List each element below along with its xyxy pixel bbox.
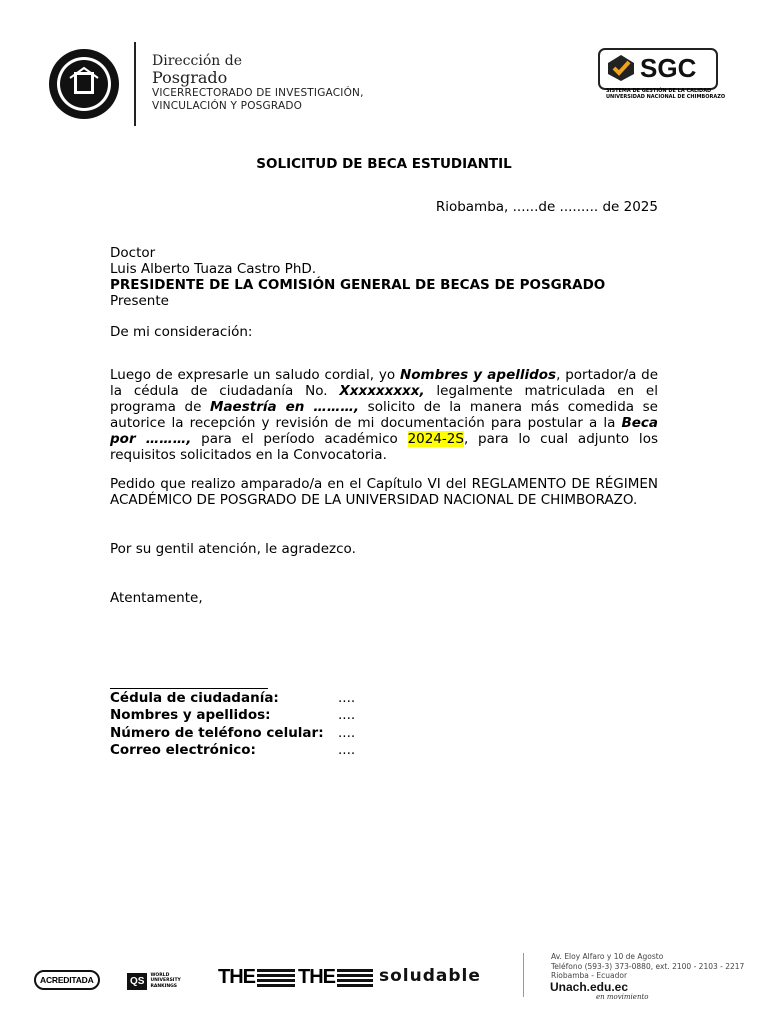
- qs-sub: WORLD UNIVERSITY RANKINGS: [150, 972, 181, 989]
- address-line2: Teléfono (593-3) 373-0880, ext. 2100 - 2103 - 2217: [551, 961, 745, 971]
- recipient-salutation: Doctor: [110, 245, 156, 261]
- regulation-paragraph: Pedido que realizo amparado/a en el Capítulo VI del REGLAMENTO DE RÉGIMEN ACADÉMICO DE POSGRADO DE LA UNIVERSIDAD NACIONAL DE CHIMBORAZO.: [110, 476, 658, 508]
- footer-address: [551, 952, 744, 981]
- date-line: Riobamba, ......de ......... de 2025: [435, 199, 658, 215]
- request-paragraph: [110, 367, 658, 463]
- signature-fields: [110, 690, 355, 759]
- qs-logo: [127, 970, 192, 992]
- address-line3: Riobamba - Ecuador: [551, 971, 628, 980]
- thanks-paragraph: Por su gentil atención, le agradezco.: [110, 541, 356, 557]
- acreditada-text: ACREDITADA: [40, 975, 94, 985]
- field-cedula: [110, 690, 355, 707]
- para1-text5: para el período académico: [191, 431, 408, 447]
- para1-text3: legalmente matriculada en el programa de: [110, 383, 658, 415]
- para1-text4: solicito de la manera más comedida se autorice la recepción y revisión de mi documentación para postular a la: [110, 399, 658, 431]
- soludable-logo: soludable: [379, 966, 481, 986]
- check-icon: [606, 54, 636, 82]
- field-telefono: [110, 725, 355, 742]
- para1-text6: , para lo cual adjunto los requisitos solicitados en la Convocatoria.: [110, 431, 658, 463]
- greeting: De mi consideración:: [110, 324, 253, 340]
- placeholder-id: Xxxxxxxxx,: [339, 383, 425, 399]
- document-title: SOLICITUD DE BECA ESTUDIANTIL: [256, 156, 512, 172]
- field-label: Correo electrónico:: [110, 741, 256, 758]
- recipient-presente: Presente: [110, 293, 169, 309]
- university-seal: [48, 48, 120, 120]
- address-line1: Av. Eloy Alfaro y 10 de Agosto: [551, 952, 664, 961]
- field-label: Número de teléfono celular:: [110, 724, 324, 741]
- para1-text2: , portador/a de la cédula de ciudadanía No.: [110, 367, 659, 399]
- the-text-1: THE: [218, 966, 255, 988]
- header-line3: VICERRECTORADO DE INVESTIGACIÓN,: [152, 87, 364, 99]
- field-value: ....: [338, 707, 356, 724]
- field-value: ....: [338, 690, 356, 706]
- the-bars-1: [257, 969, 295, 987]
- header-line1: Dirección de: [152, 53, 242, 69]
- signature-line: [110, 688, 268, 689]
- academic-period: 2024-2S: [407, 431, 464, 447]
- the-text-2: THE: [298, 966, 335, 988]
- placeholder-program: Maestría en ………,: [210, 399, 360, 415]
- sgc-line2: UNIVERSIDAD NACIONAL DE CHIMBORAZO: [606, 94, 726, 100]
- the-logo-1: [218, 966, 295, 989]
- acreditada-logo: [34, 968, 100, 992]
- header-line2: Posgrado: [152, 68, 228, 87]
- footer-divider: [523, 953, 524, 997]
- placeholder-beca: Beca por ………,: [110, 415, 658, 447]
- website-tagline: en movimiento: [596, 993, 649, 1001]
- field-value: ....: [338, 741, 356, 758]
- header-line4: VINCULACIÓN Y POSGRADO: [152, 100, 303, 112]
- sgc-wordmark: SGC: [640, 53, 697, 83]
- website-logo: Unach.edu.ec: [550, 980, 629, 994]
- recipient-position: PRESIDENTE DE LA COMISIÓN GENERAL DE BECAS DE POSGRADO: [110, 277, 606, 293]
- field-label: Nombres y apellidos:: [110, 707, 271, 724]
- qs-text: QS: [127, 973, 147, 990]
- the-bars-2: [337, 969, 373, 987]
- recipient-block: [110, 245, 605, 309]
- the-logo-2: [298, 966, 373, 989]
- sgc-logo: [596, 48, 726, 104]
- field-correo: [110, 742, 355, 759]
- closing: Atentamente,: [110, 590, 203, 606]
- para1-text1: Luego de expresarle un saludo cordial, yo: [110, 367, 400, 383]
- field-value: ....: [338, 724, 356, 741]
- recipient-name: Luis Alberto Tuaza Castro PhD.: [110, 261, 317, 277]
- field-label: Cédula de ciudadanía:: [110, 690, 279, 706]
- field-nombres: [110, 707, 355, 724]
- sgc-line1: SISTEMA DE GESTIÓN DE LA CALIDAD: [606, 88, 712, 94]
- header-divider: [134, 42, 136, 126]
- placeholder-names: Nombres y apellidos: [399, 367, 557, 383]
- header-title: [152, 53, 364, 113]
